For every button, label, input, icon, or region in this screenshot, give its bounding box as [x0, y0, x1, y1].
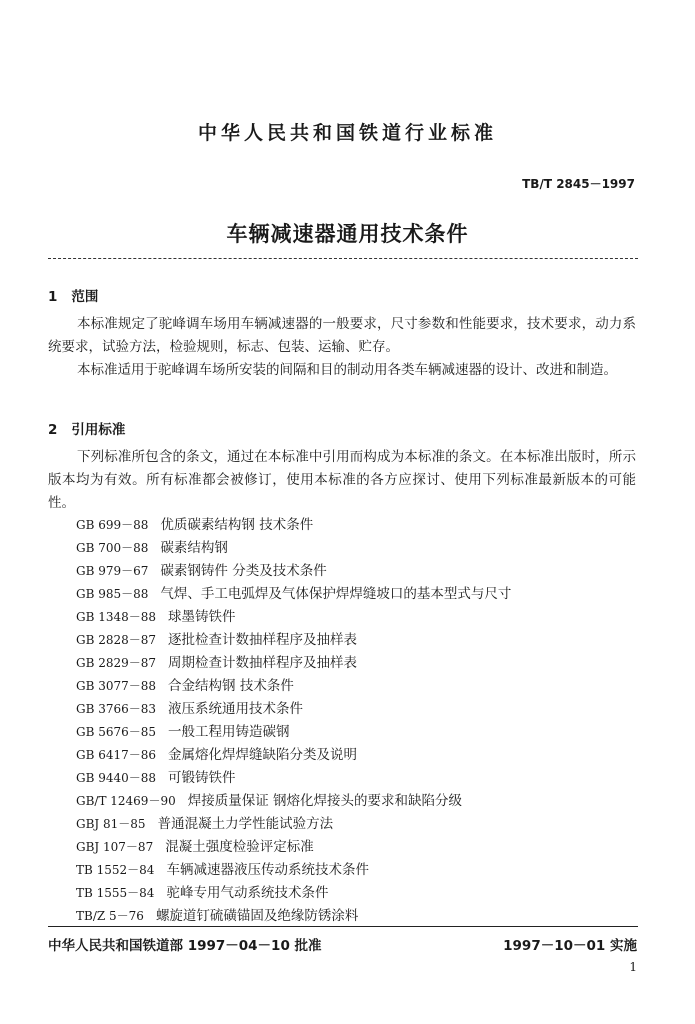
section-number: 2	[48, 422, 58, 438]
reference-title: 球墨铸铁件	[168, 609, 236, 625]
section-1-heading	[48, 285, 98, 305]
reference-item	[76, 652, 511, 675]
reference-title: 碳素结构钢	[160, 540, 228, 556]
reference-title: 碳素钢铸件 分类及技术条件	[160, 563, 327, 579]
reference-title: 液压系统通用技术条件	[168, 701, 304, 717]
reference-item	[76, 514, 511, 537]
reference-item	[76, 721, 511, 744]
reference-item	[76, 859, 511, 882]
reference-code: GB 700－88	[76, 541, 149, 555]
header-divider	[48, 258, 638, 259]
standard-code: TB/T 2845－1997	[522, 177, 635, 191]
reference-code: GB 6417－86	[76, 748, 157, 762]
reference-code: GB 2829－87	[76, 656, 157, 670]
section-title: 范围	[71, 289, 99, 305]
reference-title: 焊接质量保证 钢熔化焊接头的要求和缺陷分级	[187, 793, 463, 809]
reference-list	[76, 514, 511, 928]
reference-title: 周期检查计数抽样程序及抽样表	[168, 655, 358, 671]
reference-title: 驼峰专用气动系统技术条件	[166, 885, 329, 901]
section-1-paragraph-2: 本标准适用于驼峰调车场所安装的间隔和目的制动用各类车辆减速器的设计、改进和制造。	[77, 362, 617, 378]
reference-code: TB 1552－84	[76, 863, 155, 877]
section-title: 引用标准	[71, 422, 126, 438]
reference-item	[76, 583, 511, 606]
reference-title: 合金结构钢 技术条件	[168, 678, 294, 694]
reference-item	[76, 790, 511, 813]
reference-code: GB 3766－83	[76, 702, 157, 716]
reference-item	[76, 560, 511, 583]
reference-code: TB 1555－84	[76, 886, 155, 900]
reference-title: 一般工程用铸造碳钢	[168, 724, 290, 740]
reference-item	[76, 905, 511, 928]
reference-code: GBJ 107－87	[76, 840, 154, 854]
reference-title: 车辆减速器液压传动系统技术条件	[166, 862, 369, 878]
reference-title: 金属熔化焊焊缝缺陷分类及说明	[168, 747, 358, 763]
reference-code: GB 699－88	[76, 518, 149, 532]
section-2-paragraph-1: 下列标准所包含的条文，通过在本标准中引用而构成为本标准的条文。在本标准出版时，所示版本均为有效。所有标准都会被修订，使用本标准的各方应探讨、使用下列标准最新版本的可能性。	[48, 449, 636, 511]
reference-code: GB 1348－88	[76, 610, 157, 624]
section-2-heading	[48, 418, 125, 438]
reference-item	[76, 537, 511, 560]
footer-divider	[48, 926, 638, 927]
reference-title: 优质碳素结构钢 技术条件	[160, 517, 314, 533]
reference-code: GB 985－88	[76, 587, 149, 601]
reference-code: TB/Z 5－76	[76, 909, 144, 923]
approval-line: 中华人民共和国铁道部 1997－04－10 批准	[48, 938, 322, 954]
reference-code: GB/T 12469－90	[76, 794, 176, 808]
issuing-organization: 中华人民共和国铁道行业标准	[197, 122, 497, 144]
reference-code: GB 979－67	[76, 564, 149, 578]
section-1-paragraph-1: 本标准规定了驼峰调车场用车辆减速器的一般要求，尺寸参数和性能要求，技术要求，动力系统要求，试验方法，检验规则，标志、包装、运输、贮存。	[48, 316, 636, 355]
reference-code: GB 2828－87	[76, 633, 157, 647]
reference-item	[76, 882, 511, 905]
reference-item	[76, 698, 511, 721]
reference-code: GBJ 81－85	[76, 817, 146, 831]
reference-item	[76, 744, 511, 767]
implementation-date: 1997－10－01 实施	[503, 938, 637, 954]
reference-title: 普通混凝土力学性能试验方法	[157, 816, 334, 832]
reference-item	[76, 813, 511, 836]
reference-code: GB 5676－85	[76, 725, 157, 739]
section-number: 1	[48, 289, 58, 305]
reference-code: GB 9440－88	[76, 771, 157, 785]
reference-title: 逐批检查计数抽样程序及抽样表	[168, 632, 358, 648]
reference-item	[76, 629, 511, 652]
page-number: 1	[629, 960, 637, 974]
reference-title: 气焊、手工电弧焊及气体保护焊焊缝坡口的基本型式与尺寸	[160, 586, 512, 602]
reference-item	[76, 606, 511, 629]
reference-item	[76, 767, 511, 790]
document-title: 车辆减速器通用技术条件	[226, 222, 469, 246]
reference-item	[76, 675, 511, 698]
reference-code: GB 3077－88	[76, 679, 157, 693]
reference-title: 混凝土强度检验评定标准	[165, 839, 314, 855]
reference-item	[76, 836, 511, 859]
reference-title: 可锻铸铁件	[168, 770, 236, 786]
reference-title: 螺旋道钉硫磺锚固及绝缘防锈涂料	[155, 908, 359, 924]
